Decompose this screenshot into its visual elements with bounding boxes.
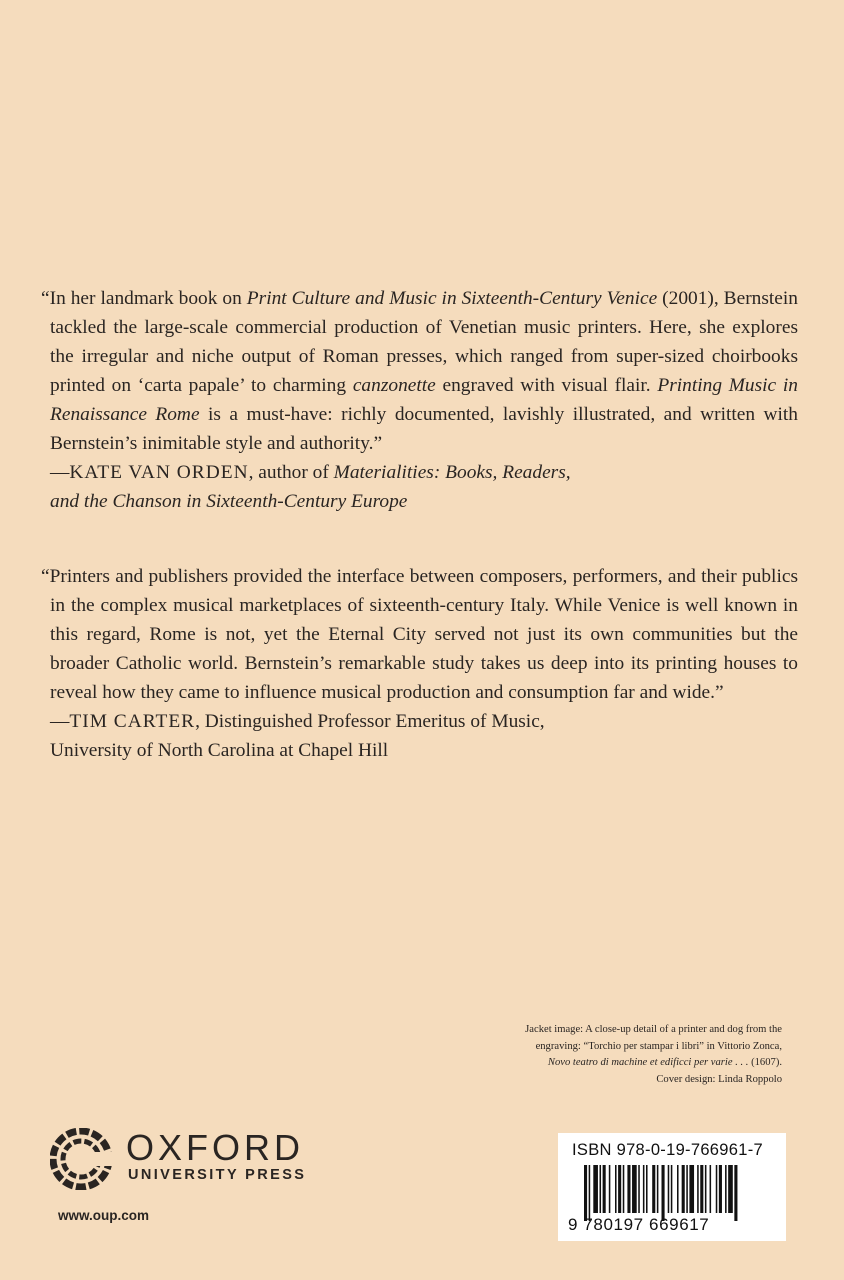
barcode-bar (668, 1165, 670, 1213)
attribution-text: , author of (248, 462, 334, 483)
barcode-bar (652, 1165, 655, 1213)
isbn-barcode-box (558, 1133, 786, 1241)
review-text-part: (2001), Bernstein tackled the large-scale commercial production of Venetian music printers. Here, she explores the irregular and niche output of Roman presses, which ranged from super-sized choirbooks printed on ‘carta papale’ to charming (50, 288, 798, 396)
barcode-bar (618, 1165, 621, 1213)
barcode-bar (662, 1165, 665, 1221)
reviewer-role: , Distinguished Professor Emeritus of Music, (195, 711, 545, 732)
review-text-part: “In her landmark book on (41, 288, 247, 309)
barcode-bar (609, 1165, 611, 1213)
barcode-bar (584, 1165, 587, 1221)
barcode-bar (603, 1165, 606, 1213)
barcode-bar (589, 1165, 591, 1221)
barcode-bar (700, 1165, 703, 1213)
barcode-bar (686, 1165, 688, 1213)
barcode-bar (627, 1165, 630, 1213)
barcode-bar (593, 1165, 598, 1213)
barcode-bar (725, 1165, 727, 1213)
barcode-bar (719, 1165, 722, 1213)
barcode-bar (710, 1165, 712, 1213)
barcode-bar (671, 1165, 673, 1213)
barcode-bar (600, 1165, 602, 1213)
review-text (41, 284, 798, 458)
book-title-italic: Print Culture and Music in Sixteenth-Century Venice (246, 288, 658, 309)
publisher-subtitle: UNIVERSITY PRESS (128, 1167, 307, 1183)
barcode-bar (677, 1165, 679, 1213)
credit-italic-title: Novo teatro di machine et edificci per varie . . . (547, 1057, 749, 1068)
barcode-bar (632, 1165, 637, 1213)
barcode-bar (623, 1165, 625, 1213)
barcode-bar (643, 1165, 645, 1213)
book-title-italic: Printing Music in Renaissance Rome (50, 375, 798, 425)
barcode-bar (728, 1165, 733, 1213)
credit-line: Cover design: Linda Roppolo (656, 1073, 782, 1085)
publisher-name: OXFORD (126, 1127, 305, 1168)
review-attribution (50, 707, 798, 765)
credit-line: engraving: “Torchio per stampar i libri” in Vittorio Zonca, (535, 1040, 782, 1052)
barcode-bar (657, 1165, 659, 1213)
barcode-bar (638, 1165, 640, 1213)
reviewer-name: KATE VAN ORDEN (69, 462, 249, 483)
reviewer-affiliation: University of North Carolina at Chapel Hill (50, 740, 389, 761)
oxford-circle-emblem-icon (50, 1128, 112, 1190)
barcode-bar (697, 1165, 699, 1213)
review-quote-carter (41, 562, 798, 765)
barcode-bar (716, 1165, 718, 1213)
barcode-bar (689, 1165, 694, 1213)
credit-line (482, 1055, 782, 1072)
credit-line: Jacket image: A close-up detail of a printer and dog from the (525, 1024, 782, 1035)
review-text-part: is a must-have: richly documented, lavishly illustrated, and written with Bernstein’s inimitable style and authority.” (50, 404, 798, 454)
review-text-part: engraved with visual flair. (435, 375, 658, 396)
review-quote-van-orden (41, 284, 798, 516)
reviewer-book-title: Materialities: Books, Readers, (333, 462, 571, 483)
barcode-bar (734, 1165, 737, 1221)
em-dash: — (50, 462, 70, 483)
em-dash: — (50, 711, 70, 732)
isbn-label: ISBN 978-0-19-766961-7 (572, 1141, 763, 1159)
reviewer-book-title-line2: and the Chanson in Sixteenth-Century Europe (50, 491, 408, 512)
review-text: “Printers and publishers provided the interface between composers, performers, and their publics in the complex musical marketplaces of sixteenth-century Italy. While Venice is well known in this regard, Rome is not, yet the Eternal City served not just its own communities but the broader Catholic world. Bernstein’s remarkable study takes us deep into its printing houses to reveal how they came to influence musical production and consumption far and wide.” (41, 566, 798, 703)
publisher-website: www.oup.com (58, 1208, 149, 1223)
reviewer-name: TIM CARTER (69, 711, 196, 732)
barcode-bar (705, 1165, 707, 1213)
publisher-logo (50, 1128, 330, 1188)
barcode-bar (615, 1165, 617, 1213)
jacket-credits (482, 1022, 782, 1088)
italic-term: canzonette (352, 375, 436, 396)
review-attribution (50, 458, 798, 516)
barcode-bar (646, 1165, 648, 1213)
credit-year: (1607). (748, 1057, 782, 1068)
barcode-bar (682, 1165, 685, 1213)
barcode-digits: 9 780197 669617 (568, 1215, 710, 1234)
